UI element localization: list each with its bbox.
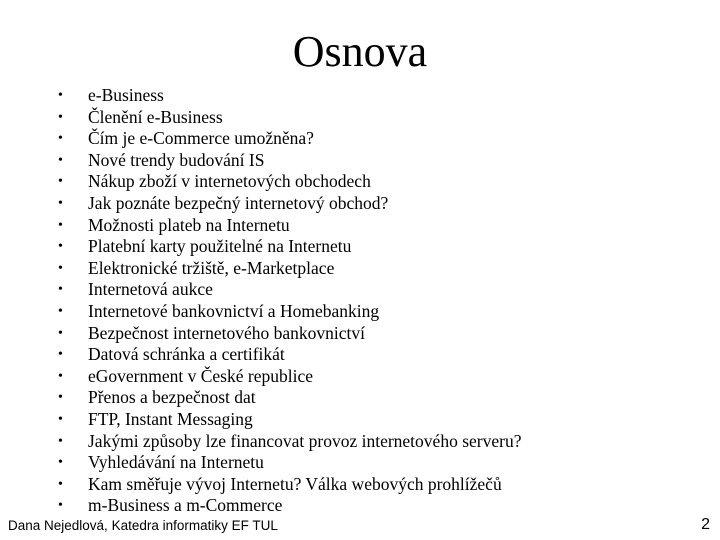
outline-item — [54, 387, 521, 409]
outline-item-text: Možnosti plateb na Internetu — [88, 214, 290, 235]
outline-item-text: Čím je e-Commerce umožněna? — [88, 128, 314, 149]
outline-item-text: FTP, Instant Messaging — [88, 408, 253, 429]
bullet-icon: • — [58, 455, 63, 471]
outline-item-text: Bezpečnost internetového bankovnictví — [88, 322, 366, 343]
bullet-icon: • — [58, 282, 63, 298]
outline-item — [54, 409, 521, 431]
outline-item-text: Jakými způsoby lze financovat provoz internetového serveru? — [88, 430, 522, 451]
bullet-icon: • — [58, 325, 63, 341]
outline-item — [54, 474, 521, 496]
outline-item — [54, 193, 521, 215]
outline-item — [54, 344, 521, 366]
outline-item — [54, 495, 521, 517]
outline-item — [54, 258, 521, 280]
page-number: 2 — [701, 516, 710, 533]
outline-item-text: Kam směřuje vývoj Internetu? Válka webových prohlížečů — [88, 473, 502, 494]
bullet-icon: • — [58, 195, 63, 211]
outline-item-text: e-Business — [88, 85, 164, 105]
outline-item-text: Platební karty použitelné na Internetu — [88, 236, 352, 257]
outline-item — [54, 171, 521, 193]
outline-item-text: Elektronické tržiště, e-Marketplace — [88, 257, 335, 278]
bullet-icon: • — [58, 476, 63, 492]
outline-item — [54, 301, 521, 323]
bullet-icon: • — [58, 368, 63, 384]
outline-item-text: Nové trendy budování IS — [88, 149, 265, 170]
outline-item-text: Vyhledávání na Internetu — [88, 452, 264, 473]
bullet-icon: • — [58, 433, 63, 449]
bullet-icon: • — [58, 239, 63, 255]
outline-item — [54, 323, 521, 345]
footer-author: Dana Nejedlová, Katedra informatiky EF TUL — [8, 518, 278, 533]
outline-item — [54, 150, 521, 172]
outline-item — [54, 107, 521, 129]
bullet-icon: • — [58, 498, 63, 514]
outline-item-text: Jak poznáte bezpečný internetový obchod? — [88, 192, 389, 213]
outline-item-text: Internetové bankovnictví a Homebanking — [88, 300, 380, 321]
bullet-icon: • — [58, 152, 63, 168]
bullet-icon: • — [58, 347, 63, 363]
bullet-icon: • — [58, 88, 63, 103]
outline-item-text: Členění e-Business — [88, 106, 223, 127]
outline-item — [54, 85, 521, 107]
outline-item — [54, 236, 521, 258]
bullet-icon: • — [58, 303, 63, 319]
outline-item-text: Nákup zboží v internetových obchodech — [88, 171, 371, 192]
bullet-icon: • — [58, 131, 63, 147]
bullet-icon: • — [58, 390, 63, 406]
outline-item-text: Přenos a bezpečnost dat — [88, 387, 256, 408]
outline-item-text: m-Business a m-Commerce — [88, 495, 283, 516]
bullet-icon: • — [58, 411, 63, 427]
outline-item-text: eGovernment v České republice — [88, 365, 313, 386]
outline-item — [54, 431, 521, 453]
outline-item — [54, 452, 521, 474]
bullet-icon: • — [58, 109, 63, 125]
outline-item-text: Internetová aukce — [88, 279, 213, 300]
outline-item-text: Datová schránka a certifikát — [88, 344, 285, 365]
bullet-icon: • — [58, 174, 63, 190]
outline-item — [54, 128, 521, 150]
outline-item — [54, 366, 521, 388]
outline-item — [54, 215, 521, 237]
bullet-icon: • — [58, 217, 63, 233]
slide-title: Osnova — [292, 27, 428, 76]
bullet-icon: • — [58, 260, 63, 276]
outline-item — [54, 279, 521, 301]
outline-list — [54, 85, 521, 517]
